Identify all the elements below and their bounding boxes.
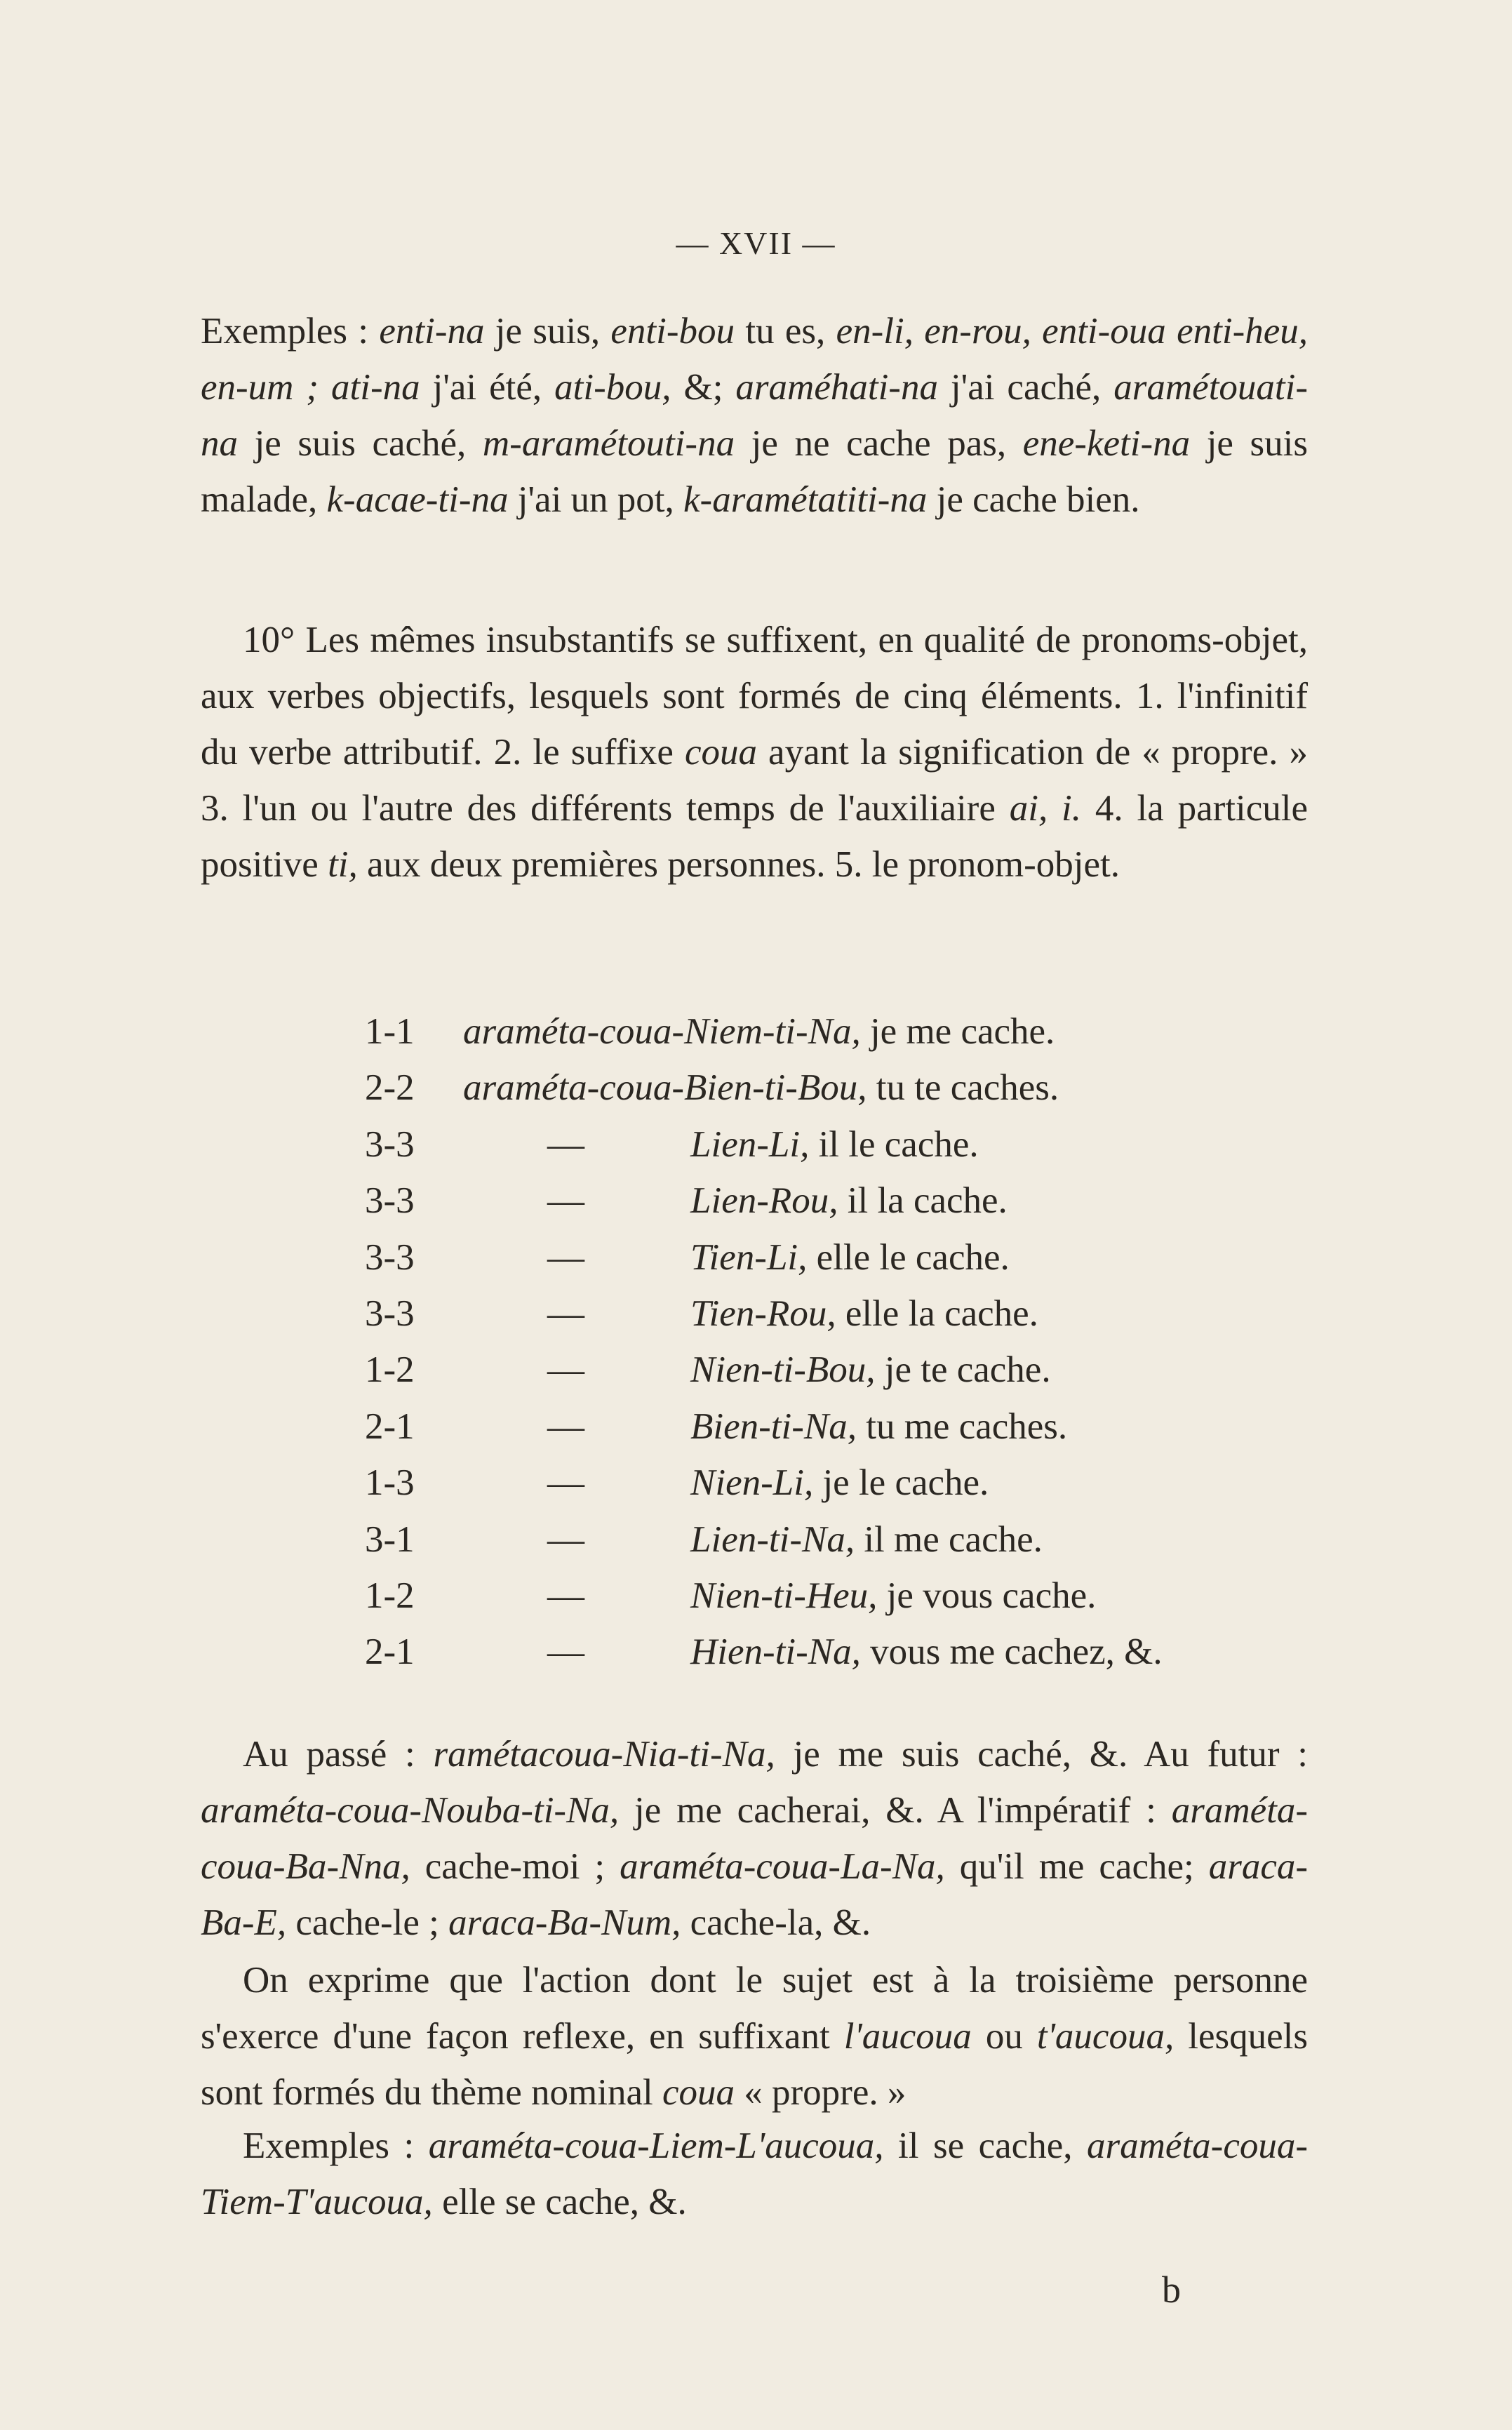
gloss: tu te caches. — [876, 1067, 1059, 1109]
example-word: ti, — [328, 844, 358, 885]
text: ayant la signification de « propre. » 3. l'un ou l'autre des différents temps de l'auxiliaire — [201, 732, 1308, 829]
example-word: t'aucoua, — [1036, 2016, 1175, 2057]
gloss: elle la cache. — [845, 1293, 1038, 1334]
person-number: 1-3 — [365, 1462, 415, 1504]
text: tu es, — [735, 311, 836, 352]
gloss: il la cache. — [847, 1180, 1008, 1222]
entry-text — [690, 1398, 1067, 1455]
text: cache-moi ; — [410, 1846, 620, 1887]
example-word: ati-bou, — [554, 367, 671, 408]
gloss: il me cache. — [864, 1518, 1043, 1560]
page-header: — XVII — — [676, 225, 836, 261]
text: je me cacherai, &. A l'impératif : — [619, 1790, 1172, 1831]
example-word: enti-bou — [610, 311, 735, 352]
person-number: 1-2 — [365, 1575, 415, 1616]
gloss: elle le cache. — [816, 1236, 1010, 1278]
example-word: araca-Ba-E, — [201, 1846, 1308, 1943]
person-number: 1-2 — [365, 1349, 415, 1391]
text: Exemples : — [201, 311, 380, 352]
gloss: il le cache. — [818, 1123, 979, 1165]
text: cache-le ; — [286, 1902, 449, 1943]
example-word: araméta-coua-Nouba-ti-Na, — [201, 1790, 620, 1831]
verb-form: araméta-coua-Niem-ti-Na, — [463, 1011, 861, 1052]
example-word: en-li, en-rou, enti-oua enti-heu, en-um ; ati-na — [201, 311, 1309, 408]
table-row — [351, 1568, 1277, 1624]
entry-text — [690, 1286, 1038, 1342]
table-row — [351, 1286, 1277, 1342]
gloss: vous me cachez, &. — [870, 1631, 1163, 1673]
text: je ne cache pas, — [735, 423, 1023, 464]
gloss: je me cache. — [869, 1011, 1055, 1052]
entry-text — [690, 1511, 1043, 1568]
ditto-dash: — — [547, 1518, 584, 1560]
example-word: l'aucoua — [843, 2016, 972, 2057]
table-row — [351, 1060, 1277, 1116]
text: elle se cache, &. — [432, 2182, 687, 2222]
example-word: aramétouati-na — [201, 367, 1309, 464]
text: il se cache, — [883, 2125, 1088, 2166]
person-number: 3-3 — [365, 1293, 415, 1334]
table-row — [351, 1229, 1277, 1286]
text: je suis malade, — [201, 423, 1308, 520]
entry-text — [690, 1624, 1163, 1680]
example-word: araméhati-na — [735, 367, 938, 408]
entry-text — [690, 1173, 1008, 1229]
text: je me suis caché, &. Au futur : — [775, 1734, 1308, 1775]
example-word: coua — [662, 2072, 735, 2113]
ditto-dash: — — [547, 1293, 584, 1334]
entry-text — [690, 1342, 1051, 1398]
entry-text — [463, 1060, 1059, 1116]
example-word: araméta-coua-Tiem-T'aucoua, — [201, 2125, 1308, 2222]
entry-text — [690, 1568, 1096, 1624]
text: je suis caché, — [238, 423, 483, 464]
text: cache-la, &. — [681, 1902, 871, 1943]
example-word: ene-keti-na — [1022, 423, 1191, 464]
verb-form: Tien-Rou, — [690, 1293, 836, 1334]
verb-form: Lien-Li, — [690, 1123, 810, 1165]
paragraph-tenses — [201, 1726, 1308, 1951]
gloss: tu me caches. — [866, 1406, 1068, 1447]
entry-text — [690, 1116, 979, 1173]
text: j'ai caché, — [937, 367, 1114, 408]
text: ou — [971, 2016, 1037, 2057]
entry-text — [463, 1003, 1055, 1060]
example-word: k-acae-ti-na — [326, 479, 509, 520]
example-word: araméta-coua-Liem-L'aucoua, — [428, 2125, 884, 2166]
text: je suis, — [484, 311, 611, 352]
person-number: 2-2 — [365, 1067, 415, 1109]
person-number: 1-1 — [365, 1011, 415, 1052]
example-word: coua — [684, 732, 757, 773]
verb-form: Tien-Li, — [690, 1236, 808, 1278]
text: je cache bien. — [927, 479, 1140, 520]
text: j'ai un pot, — [508, 479, 684, 520]
example-word: k-aramétatiti-na — [683, 479, 928, 520]
verb-form: araméta-coua-Bien-ti-Bou, — [463, 1067, 867, 1109]
ditto-dash: — — [547, 1180, 584, 1222]
paragraph-reflexive — [201, 1952, 1308, 2121]
person-number: 3-3 — [365, 1180, 415, 1222]
table-row — [351, 1173, 1277, 1229]
ditto-dash: — — [547, 1123, 584, 1165]
table-row — [351, 1398, 1277, 1455]
table-row — [351, 1116, 1277, 1173]
person-number: 3-3 — [365, 1236, 415, 1278]
text: j'ai été, — [420, 367, 555, 408]
signature-mark: b — [1162, 2269, 1181, 2311]
text: Au passé : — [243, 1734, 434, 1775]
entry-text — [690, 1455, 989, 1511]
example-word: enti-na — [379, 311, 485, 352]
table-row — [351, 1003, 1277, 1060]
gloss: je le cache. — [822, 1462, 989, 1504]
text: &; — [671, 367, 736, 408]
verb-form: Nien-Li, — [690, 1462, 814, 1504]
ditto-dash: — — [547, 1575, 584, 1616]
gloss: je te cache. — [884, 1349, 1051, 1391]
conjugation-table — [351, 1003, 1277, 1681]
person-number: 2-1 — [365, 1631, 415, 1673]
table-row — [351, 1342, 1277, 1398]
example-word: araméta-coua-Ba-Nna, — [201, 1790, 1308, 1887]
text: qu'il me cache; — [944, 1846, 1209, 1887]
text: « propre. » — [735, 2072, 906, 2113]
gloss: je vous cache. — [886, 1575, 1097, 1616]
example-word: araca-Ba-Num, — [448, 1902, 681, 1943]
example-word: ai, i. — [1009, 788, 1082, 829]
table-row — [351, 1455, 1277, 1511]
example-word: m-aramétouti-na — [482, 423, 735, 464]
example-word: araméta-coua-La-Na, — [620, 1846, 945, 1887]
text: 10° Les mêmes insubstantifs se suffixent, en qualité de pronoms-objet, aux verbes objectifs, lesquels sont formés de cinq éléments. 1. l'infinitif du verbe attributif. 2. le suffixe — [201, 620, 1308, 773]
example-word: ramétacoua-Nia-ti-Na, — [433, 1734, 775, 1775]
entry-text — [690, 1229, 1010, 1286]
verb-form: Hien-ti-Na, — [690, 1631, 861, 1673]
person-number: 3-3 — [365, 1123, 415, 1165]
paragraph-rule-10 — [201, 612, 1308, 893]
verb-form: Lien-ti-Na, — [690, 1518, 855, 1560]
person-number: 2-1 — [365, 1406, 415, 1447]
table-row — [351, 1624, 1277, 1680]
ditto-dash: — — [547, 1349, 584, 1391]
table-row — [351, 1511, 1277, 1568]
text: aux deux premières personnes. 5. le pronom-objet. — [357, 844, 1120, 885]
ditto-dash: — — [547, 1236, 584, 1278]
verb-form: Nien-ti-Heu, — [690, 1575, 878, 1616]
text: On exprime que l'action dont le sujet est à la troisième personne s'exerce d'une façon reflexe, en suffixant — [201, 1960, 1308, 2057]
text: 4. la particule positive — [201, 788, 1308, 885]
paragraph-examples-2 — [201, 2118, 1308, 2230]
ditto-dash: — — [547, 1631, 584, 1673]
paragraph-examples-1 — [201, 303, 1308, 528]
verb-form: Lien-Rou, — [690, 1180, 838, 1222]
verb-form: Bien-ti-Na, — [690, 1406, 857, 1447]
text: Exemples : — [243, 2125, 429, 2166]
ditto-dash: — — [547, 1406, 584, 1447]
text: lesquels sont formés du thème nominal — [201, 2016, 1309, 2113]
person-number: 3-1 — [365, 1518, 415, 1560]
ditto-dash: — — [547, 1462, 584, 1504]
verb-form: Nien-ti-Bou, — [690, 1349, 876, 1391]
